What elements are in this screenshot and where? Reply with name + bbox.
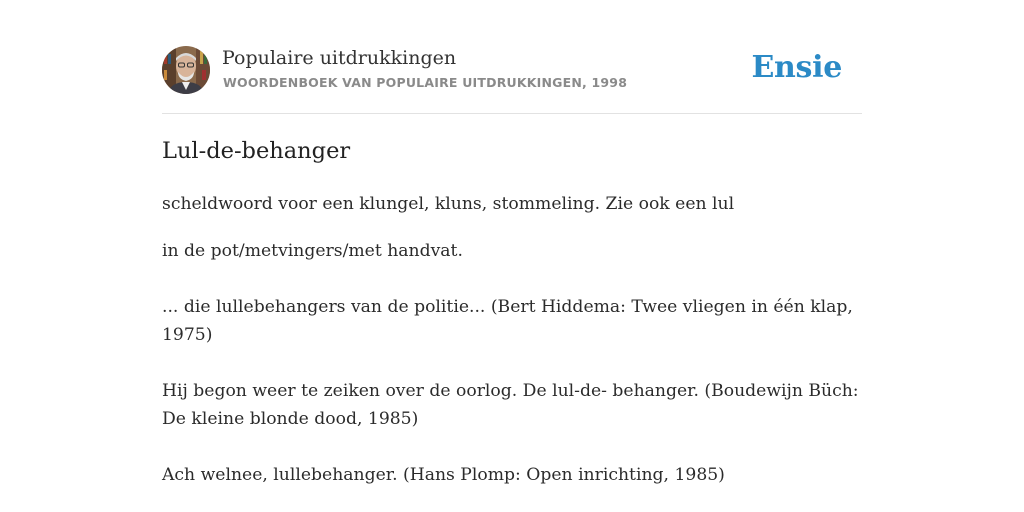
entry-title: Lul-de-behanger [162, 138, 351, 164]
author-portrait-icon[interactable] [162, 46, 210, 94]
source-subtitle: WOORDENBOEK VAN POPULAIRE UITDRUKKINGEN, 1998 [223, 75, 628, 90]
entry-definition-continued: in de pot/metvingers/met handvat. [162, 241, 463, 261]
entry-quote: Hij begon weer te zeiken over de oorlog. De lul-de- behanger. (Boudewijn Büch: De kleine blonde dood, 1985) [162, 381, 859, 429]
ensie-logo-link[interactable]: Ensie [751, 50, 842, 85]
source-header [162, 46, 862, 96]
entry-quote: Ach welnee, lullebehanger. (Hans Plomp: Open inrichting, 1985) [162, 465, 725, 485]
header-divider [162, 113, 862, 114]
entry-quote: ... die lullebehangers van de politie... (Bert Hiddema: Twee vliegen in één klap, 1975) [162, 297, 853, 345]
entry-definition: scheldwoord voor een klungel, kluns, stommeling. Zie ook een lul [162, 194, 735, 214]
entry-card [162, 0, 862, 512]
source-title[interactable]: Populaire uitdrukkingen [222, 47, 457, 69]
